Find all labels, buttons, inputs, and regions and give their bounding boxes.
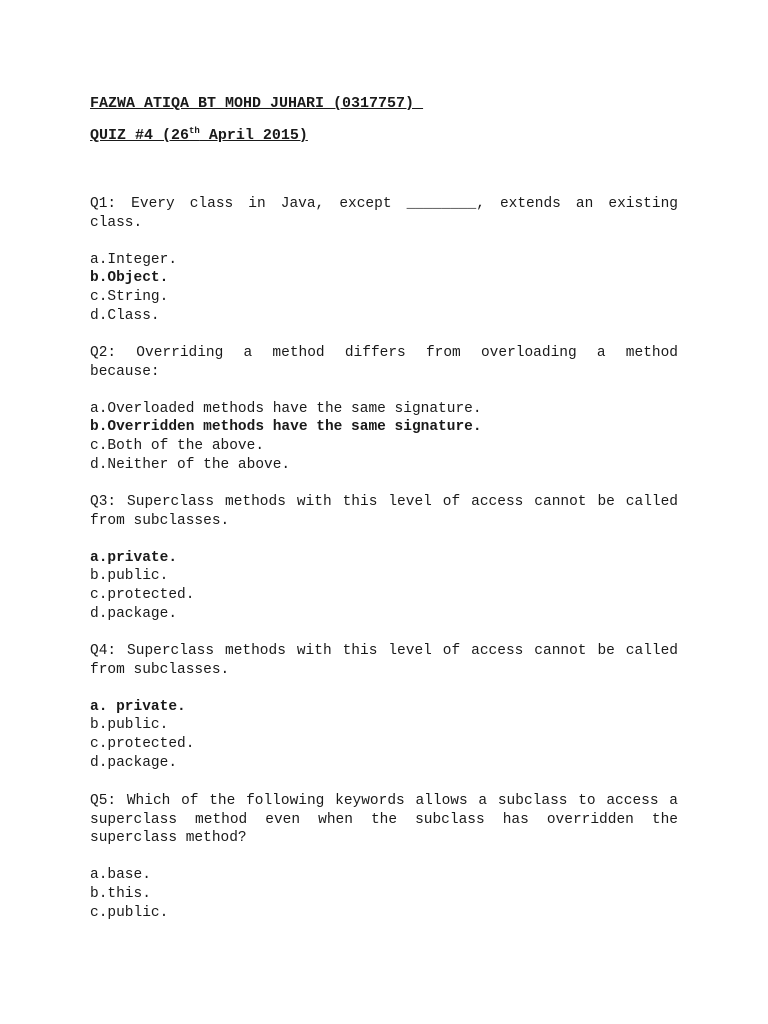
question-text-q4-line1: Q4: Superclass methods with this level of access cannot be called [90, 643, 678, 659]
option-q1-d: d.Class. [90, 307, 160, 324]
question-text-q1-line1: Q1: Every class in Java, except ________, extends an existing [90, 196, 678, 212]
student-name-heading: FAZWA ATIQA BT MOHD JUHARI (0317757) [90, 95, 424, 112]
quiz-title-heading [90, 127, 308, 144]
question-block-q2 [90, 344, 678, 474]
question-text-q5-line2: superclass method even when the subclass has overridden the [90, 811, 678, 828]
option-q1-b-answer: b.Object. [90, 270, 169, 287]
option-q3-a-answer: a.private. [90, 549, 178, 566]
question-text-q2-line1: Q2: Overriding a method differs from overloading a method [90, 345, 678, 361]
option-q3-b: b.public. [90, 568, 169, 585]
question-block-q4 [90, 642, 678, 772]
option-q2-b-answer: b.Overridden methods have the same signature. [90, 419, 482, 436]
option-q3-d: d.package. [90, 605, 178, 622]
question-block-q1 [90, 195, 678, 325]
option-q5-b: b.this. [90, 885, 151, 902]
question-text-q5-line3: superclass method? [90, 830, 247, 847]
question-text-q3-line1: Q3: Superclass methods with this level of access cannot be called [90, 494, 678, 510]
question-text-q5-line1: Q5: Which of the following keywords allows a subclass to access a [90, 793, 678, 809]
option-q4-d: d.package. [90, 754, 178, 771]
spacer [90, 679, 678, 698]
option-q2-a: a.Overloaded methods have the same signature. [90, 400, 482, 417]
quiz-title-suffix: April 2015) [199, 127, 308, 144]
question-text-q3-line2: from subclasses. [90, 512, 230, 529]
quiz-title-superscript: th [189, 126, 200, 136]
option-q2-d: d.Neither of the above. [90, 456, 291, 473]
option-q2-c: c.Both of the above. [90, 437, 265, 454]
spacer [90, 848, 678, 867]
spacer [90, 530, 678, 549]
quiz-title-prefix: QUIZ #4 (26 [90, 127, 190, 144]
option-q1-a: a.Integer. [90, 251, 178, 268]
option-q5-c: c.public. [90, 904, 169, 921]
question-block-q5 [90, 792, 678, 922]
spacer [90, 381, 678, 400]
option-q5-a: a.base. [90, 867, 151, 884]
question-text-q4-line2: from subclasses. [90, 661, 230, 678]
option-q4-c: c.protected. [90, 735, 195, 752]
question-text-q1-line2: class. [90, 214, 143, 231]
question-text-q2-line2: because: [90, 363, 160, 380]
option-q1-c: c.String. [90, 288, 169, 305]
option-q4-a-answer: a. private. [90, 698, 186, 715]
spacer [90, 232, 678, 251]
question-block-q3 [90, 493, 678, 623]
option-q3-c: c.protected. [90, 586, 195, 603]
option-q4-b: b.public. [90, 717, 169, 734]
